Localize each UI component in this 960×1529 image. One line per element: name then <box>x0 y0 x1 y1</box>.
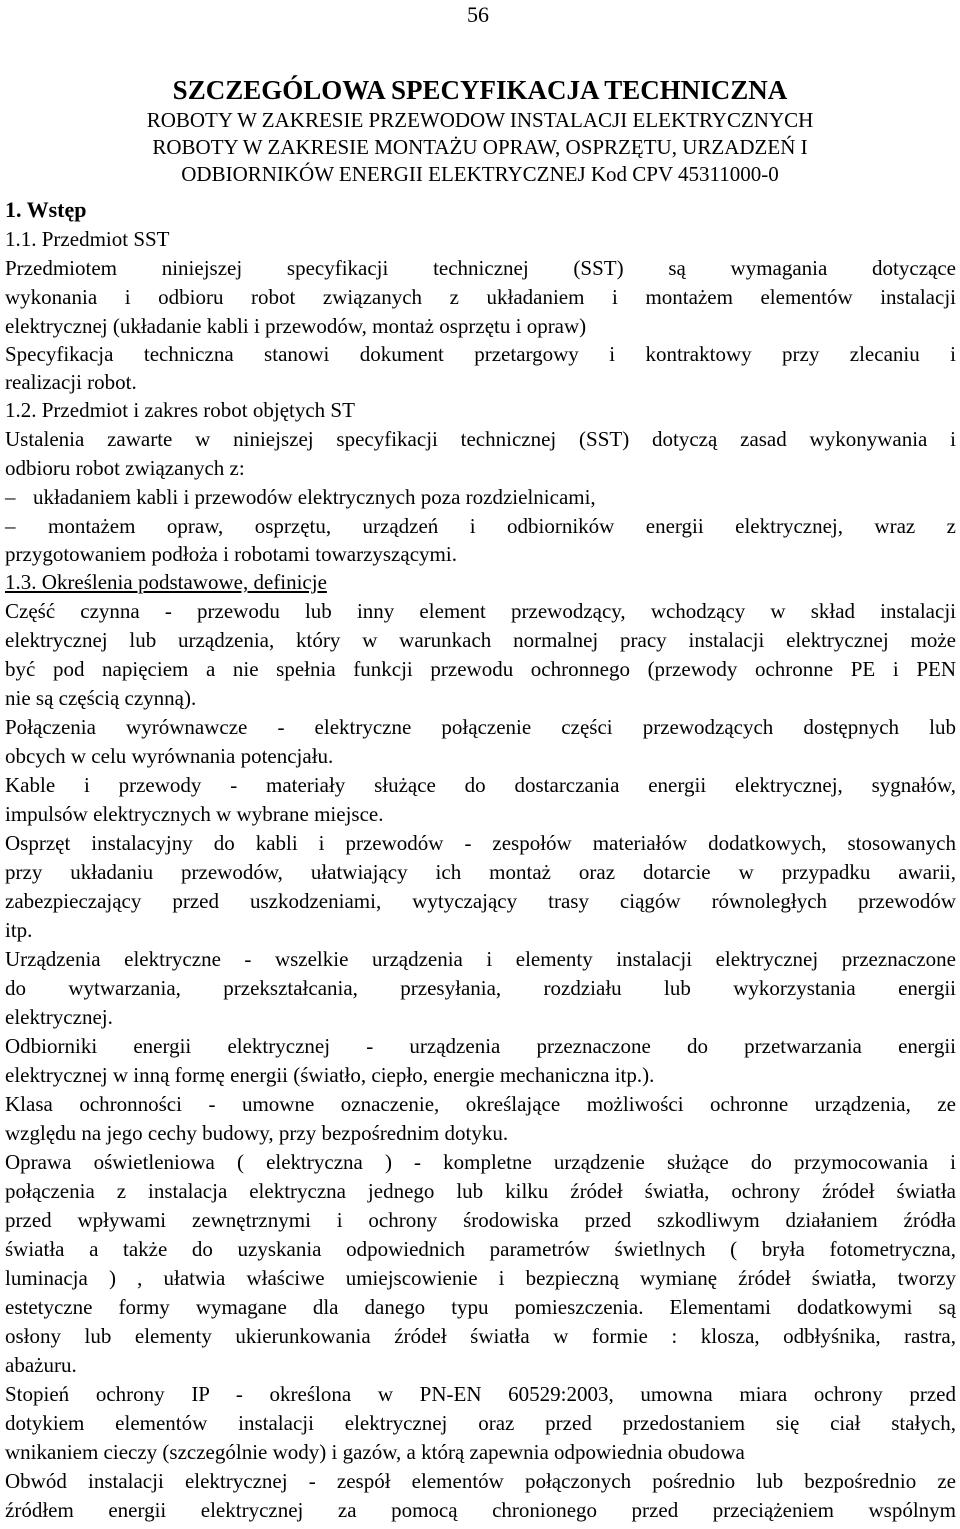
page-number: 56 <box>467 2 489 27</box>
definition-line: Klasa ochronności - umowne oznaczenie, określające możliwości ochronne urządzenia, ze <box>5 1092 956 1116</box>
definition-line: Osprzęt instalacyjny do kabli i przewodów - zespołów materiałów dodatkowych, stosowanych <box>5 831 956 855</box>
definition-line: osłony lub elementy ukierunkowania źródeł światła w formie : klosza, odbłyśnika, rastra, <box>5 1324 956 1348</box>
subsection-heading-1-1: 1.1. Przedmiot SST <box>5 227 170 251</box>
definition-line: estetyczne formy wymagane dla danego typu pomieszczenia. Elementami dodatkowymi są <box>5 1295 956 1319</box>
definition-line: Kable i przewody - materiały służące do dostarczania energii elektrycznej, sygnałów, <box>5 773 956 797</box>
paragraph-line: realizacji robot. <box>5 370 137 394</box>
list-bullet-dash: – <box>5 514 16 538</box>
definition-line: Obwód instalacji elektrycznej - zespół elementów połączonych pośrednio lub bezpośrednio ze <box>5 1469 956 1493</box>
definition-line: wnikaniem cieczy (szczególnie wody) i gazów, a którą zapewnia odpowiednia obudowa <box>5 1440 745 1464</box>
definition-line: elektrycznej lub urządzenia, który w warunkach normalnej pracy instalacji elektrycznej może <box>5 628 956 652</box>
definition-line: przy układaniu przewodów, ułatwiający ich montaż oraz dotarcie w przypadku awarii, <box>5 860 956 884</box>
paragraph-line: Specyfikacja techniczna stanowi dokument przetargowy i kontraktowy przy zlecaniu i <box>5 342 956 366</box>
definition-line: nie są częścią czynną). <box>5 686 197 710</box>
definition-line: względu na jego cechy budowy, przy bezpośrednim dotyku. <box>5 1121 509 1145</box>
definition-line: impulsów elektrycznych w wybrane miejsce. <box>5 802 384 826</box>
definition-line: Połączenia wyrównawcze - elektryczne połączenie części przewodzących dostępnych lub <box>5 715 956 739</box>
definition-line: Urządzenia elektryczne - wszelkie urządzenia i elementy instalacji elektrycznej przeznaczone <box>5 947 956 971</box>
definition-line: dotykiem elementów instalacji elektrycznej oraz przed przedostaniem się ciał stałych, <box>5 1411 956 1435</box>
list-item-continuation: przygotowaniem podłoża i robotami towarzyszącymi. <box>5 542 457 566</box>
definition-line: być pod napięciem a nie spełnia funkcji przewodu ochronnego (przewody ochronne PE i PEN <box>5 657 956 681</box>
subsection-heading-1-2: 1.2. Przedmiot i zakres robot objętych ST <box>5 398 355 422</box>
definition-line: Stopień ochrony IP - określona w PN-EN 60529:2003, umowna miara ochrony przed <box>5 1382 956 1406</box>
list-bullet-dash: – <box>5 485 16 509</box>
definition-line: przed wpływami zewnętrznymi i ochrony środowiska przed szkodliwym działaniem źródła <box>5 1208 956 1232</box>
definition-line: Odbiorniki energii elektrycznej - urządzenia przeznaczone do przetwarzania energii <box>5 1034 956 1058</box>
definition-line: itp. <box>5 918 33 942</box>
section-heading-1: 1. Wstęp <box>5 197 87 222</box>
definition-line: abażuru. <box>5 1353 77 1377</box>
paragraph-line: wykonania i odbioru robot związanych z układaniem i montażem elementów instalacji <box>5 285 956 309</box>
document-title: SZCZEGÓLOWA SPECYFIKACJA TECHNICZNA <box>172 75 788 105</box>
definition-line: do wytwarzania, przekształcania, przesyłania, rozdziału lub wykorzystania energii <box>5 976 956 1000</box>
list-item: montażem opraw, osprzętu, urządzeń i odbiorników energii elektrycznej, wraz z <box>48 514 956 538</box>
subtitle-line: ROBOTY W ZAKRESIE PRZEWODOW INSTALACJI ELEKTRYCZNYCH <box>146 108 814 132</box>
definition-line: Część czynna - przewodu lub inny element przewodzący, wchodzący w skład instalacji <box>5 599 956 623</box>
definition-line: elektrycznej w inną formę energii (światło, ciepło, energie mechaniczna itp.). <box>5 1063 655 1087</box>
definition-line: połączenia z instalacja elektryczna jednego lub kilku źródeł światła, ochrony źródeł światła <box>5 1179 956 1203</box>
subsection-heading-1-3: 1.3. Określenia podstawowe, definicje <box>5 570 327 594</box>
definition-line: obcych w celu wyrównania potencjału. <box>5 744 334 768</box>
paragraph-line: odbioru robot związanych z: <box>5 456 245 480</box>
definition-line: luminacja ) , ułatwia właściwe umiejscowienie i bezpieczną wymianę źródeł światła, tworzy <box>5 1266 956 1290</box>
subtitle-line: ODBIORNIKÓW ENERGII ELEKTRYCZNEJ Kod CPV 45311000-0 <box>181 162 779 186</box>
paragraph-line: Ustalenia zawarte w niniejszej specyfikacji technicznej (SST) dotyczą zasad wykonywania i <box>5 427 956 451</box>
paragraph-line: Przedmiotem niniejszej specyfikacji technicznej (SST) są wymagania dotyczące <box>5 256 956 280</box>
definition-line: Oprawa oświetleniowa ( elektryczna ) - kompletne urządzenie służące do przymocowania i <box>5 1150 956 1174</box>
definition-line: światła a także do uzyskania odpowiednich parametrów świetlnych ( bryła fotometryczna, <box>5 1237 956 1261</box>
subtitle-line: ROBOTY W ZAKRESIE MONTAŻU OPRAW, OSPRZĘTU, URZADZEŃ I <box>152 135 808 159</box>
definition-line: zabezpieczający przed uszkodzeniami, wytyczający trasy ciągów równoległych przewodów <box>5 889 956 913</box>
definition-line: źródłem energii elektrycznej za pomocą chronionego przed przeciążeniem wspólnym <box>5 1498 956 1522</box>
definition-line: elektrycznej. <box>5 1005 113 1029</box>
list-item: układaniem kabli i przewodów elektrycznych poza rozdzielnicami, <box>33 485 596 509</box>
paragraph-line: elektrycznej (układanie kabli i przewodów, montaż osprzętu i opraw) <box>5 314 587 338</box>
